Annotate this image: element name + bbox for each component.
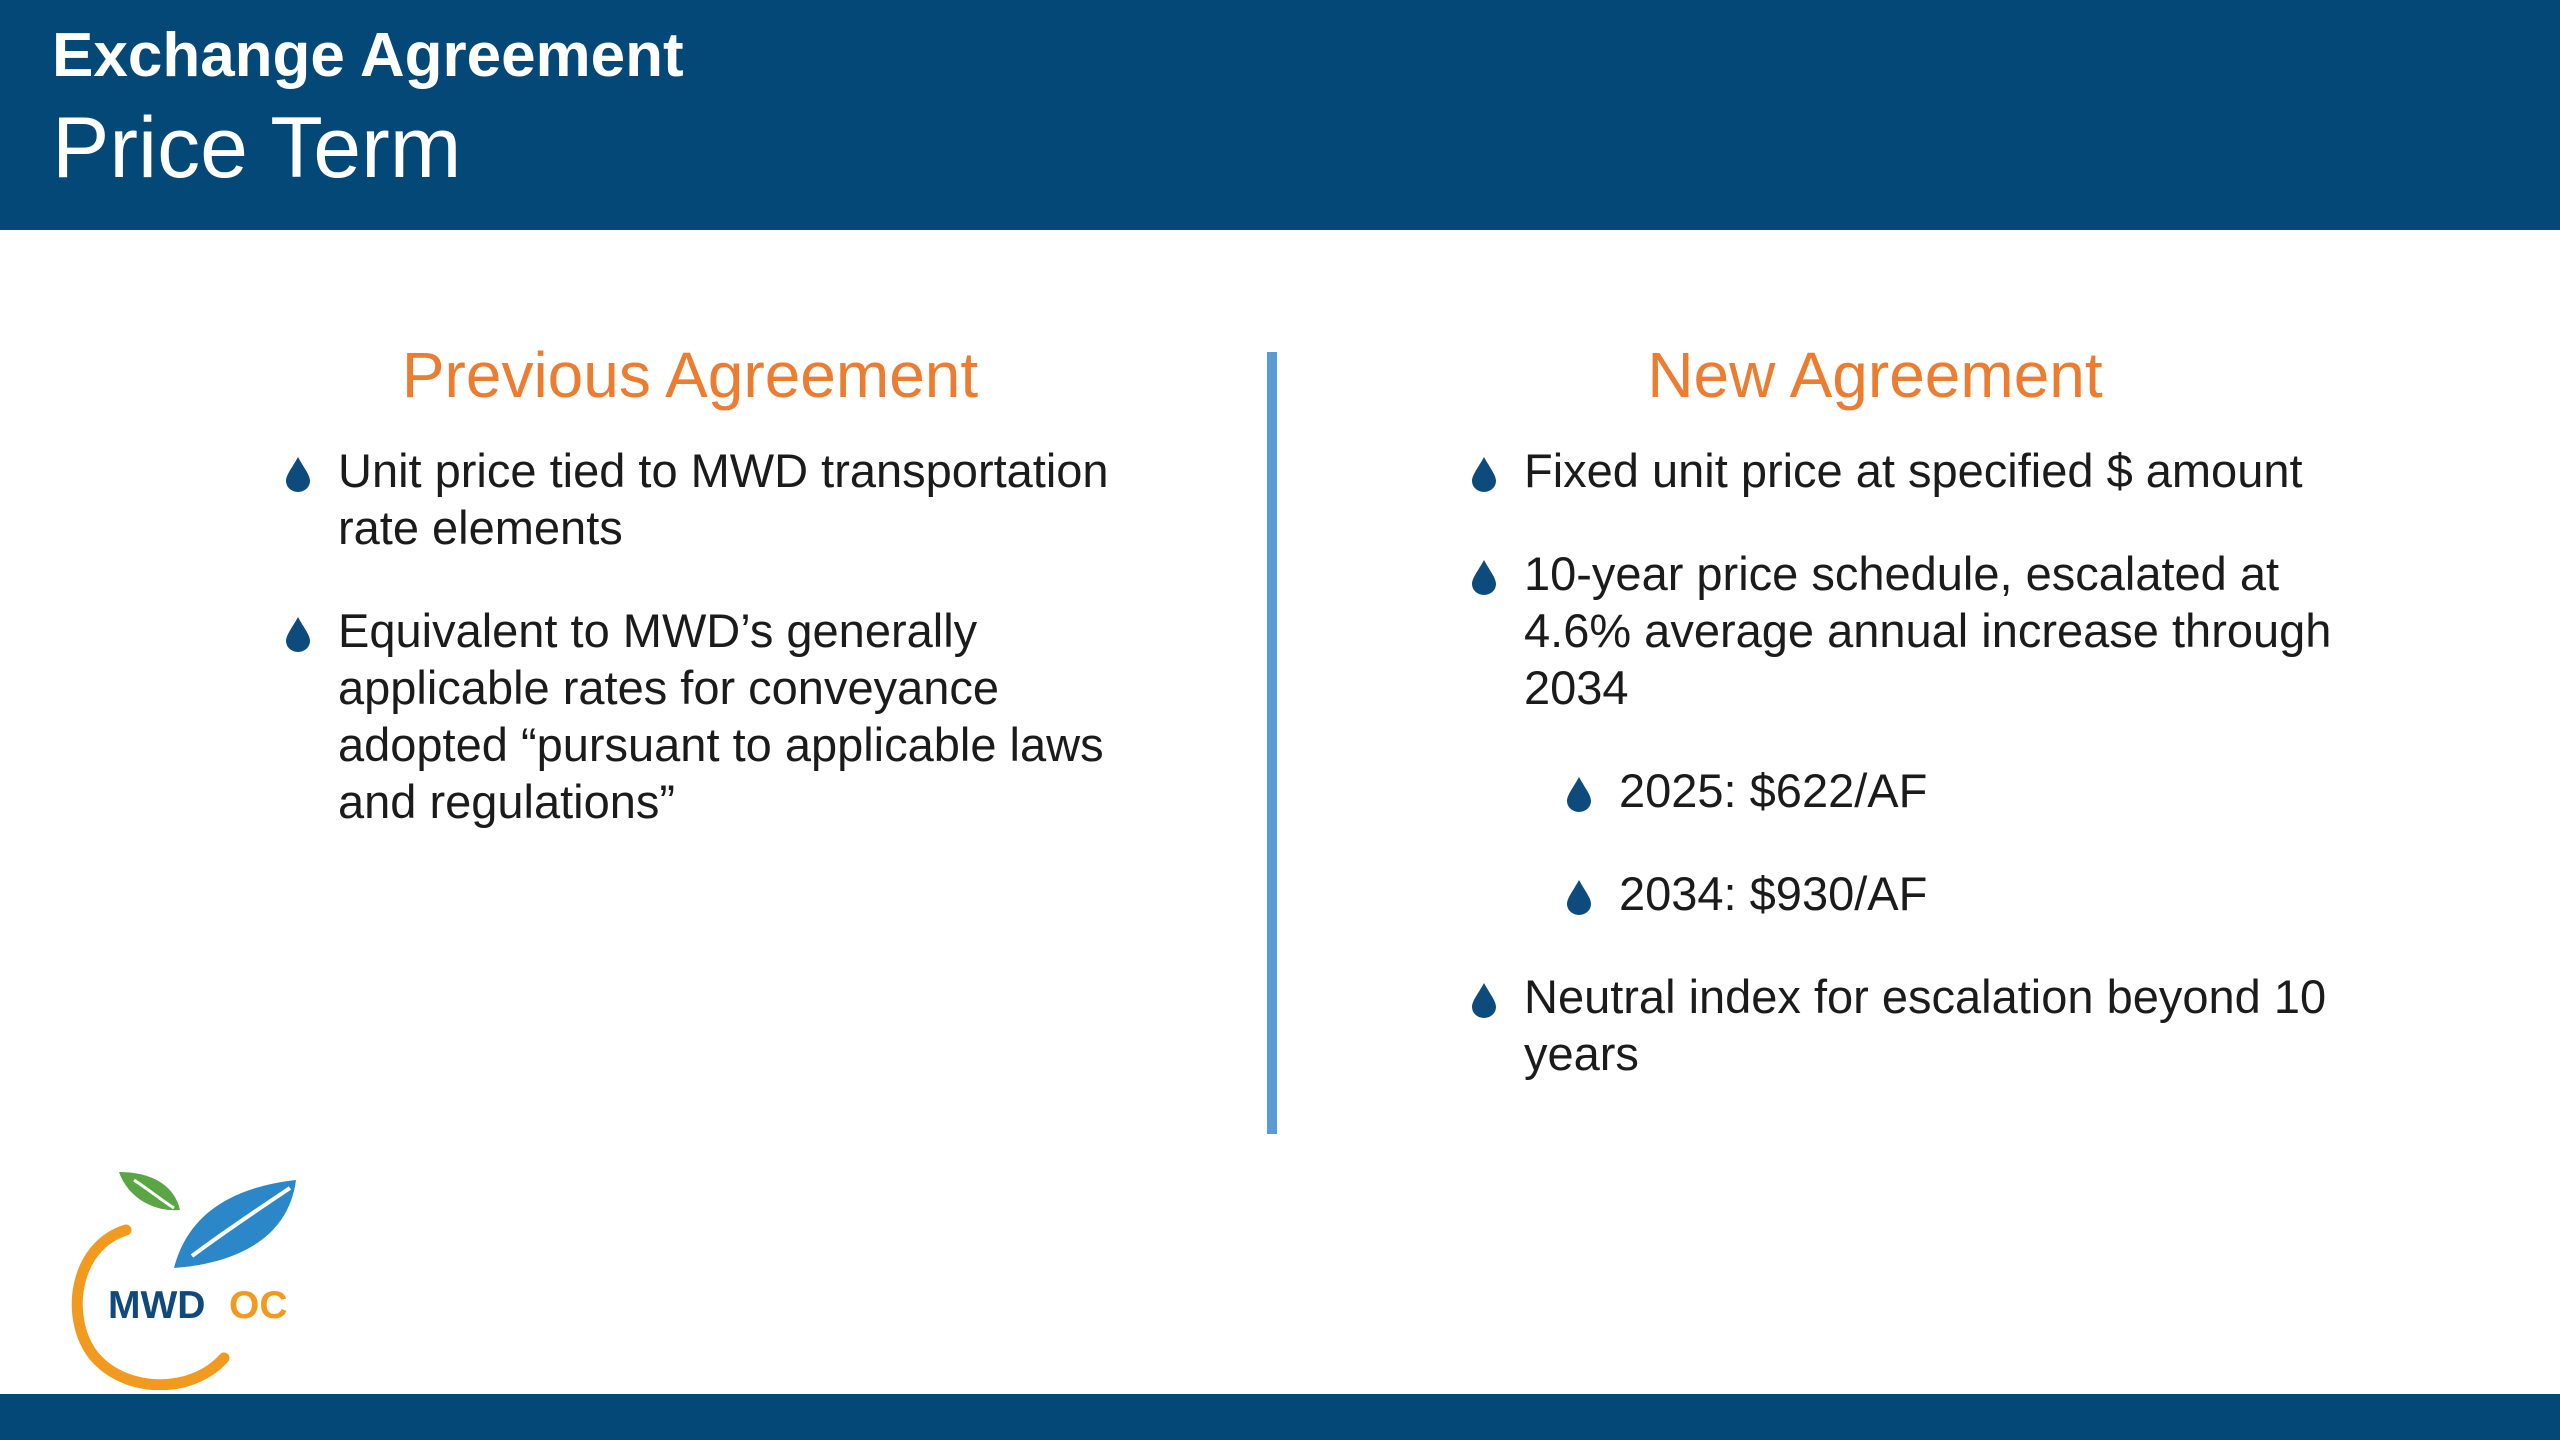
list-item-text: 10-year price schedule, escalated at 4.6% average annual increase through 2034: [1524, 547, 2332, 714]
water-drop-icon: [285, 616, 311, 652]
water-drop-icon: [1471, 456, 1497, 492]
new-agreement-heading: New Agreement: [1647, 339, 2103, 411]
list-item: [1471, 545, 2391, 716]
water-drop-icon: [1566, 879, 1592, 915]
water-drop-icon: [1471, 982, 1497, 1018]
logo-text-oc: OC: [229, 1284, 288, 1327]
list-item: [1471, 442, 2391, 499]
list-item-text: Neutral index for escalation beyond 10 years: [1524, 970, 2327, 1080]
list-item: [285, 602, 1165, 830]
new-agreement-list: [1471, 442, 2391, 1082]
water-drop-icon: [1471, 559, 1497, 595]
list-item-text: Unit price tied to MWD transportation rate elements: [338, 444, 1109, 554]
column-divider: [1267, 352, 1277, 1134]
sub-list-item: [1566, 865, 2391, 922]
previous-agreement-list: [285, 442, 1165, 830]
list-item: [285, 442, 1165, 556]
list-item-text: 2034: $930/AF: [1619, 867, 1928, 920]
mwdoc-logo: [64, 1168, 310, 1390]
list-item-text: Equivalent to MWD’s generally applicable rates for conveyance adopted “pursuant to applicable laws and regulations”: [338, 604, 1104, 828]
water-drop-icon: [1566, 776, 1592, 812]
list-item: [1471, 968, 2391, 1082]
previous-agreement-heading: Previous Agreement: [401, 339, 979, 411]
slide-title: Price Term: [52, 100, 462, 196]
logo-text-mwd: MWD: [108, 1284, 206, 1327]
footer-bar: [0, 1394, 2560, 1440]
sub-list-item: [1566, 762, 2391, 819]
header-bar: [0, 0, 2560, 230]
slide-subtitle: Exchange Agreement: [52, 21, 684, 90]
list-item-text: Fixed unit price at specified $ amount: [1524, 444, 2303, 497]
water-drop-icon: [285, 456, 311, 492]
list-item-text: 2025: $622/AF: [1619, 764, 1928, 817]
